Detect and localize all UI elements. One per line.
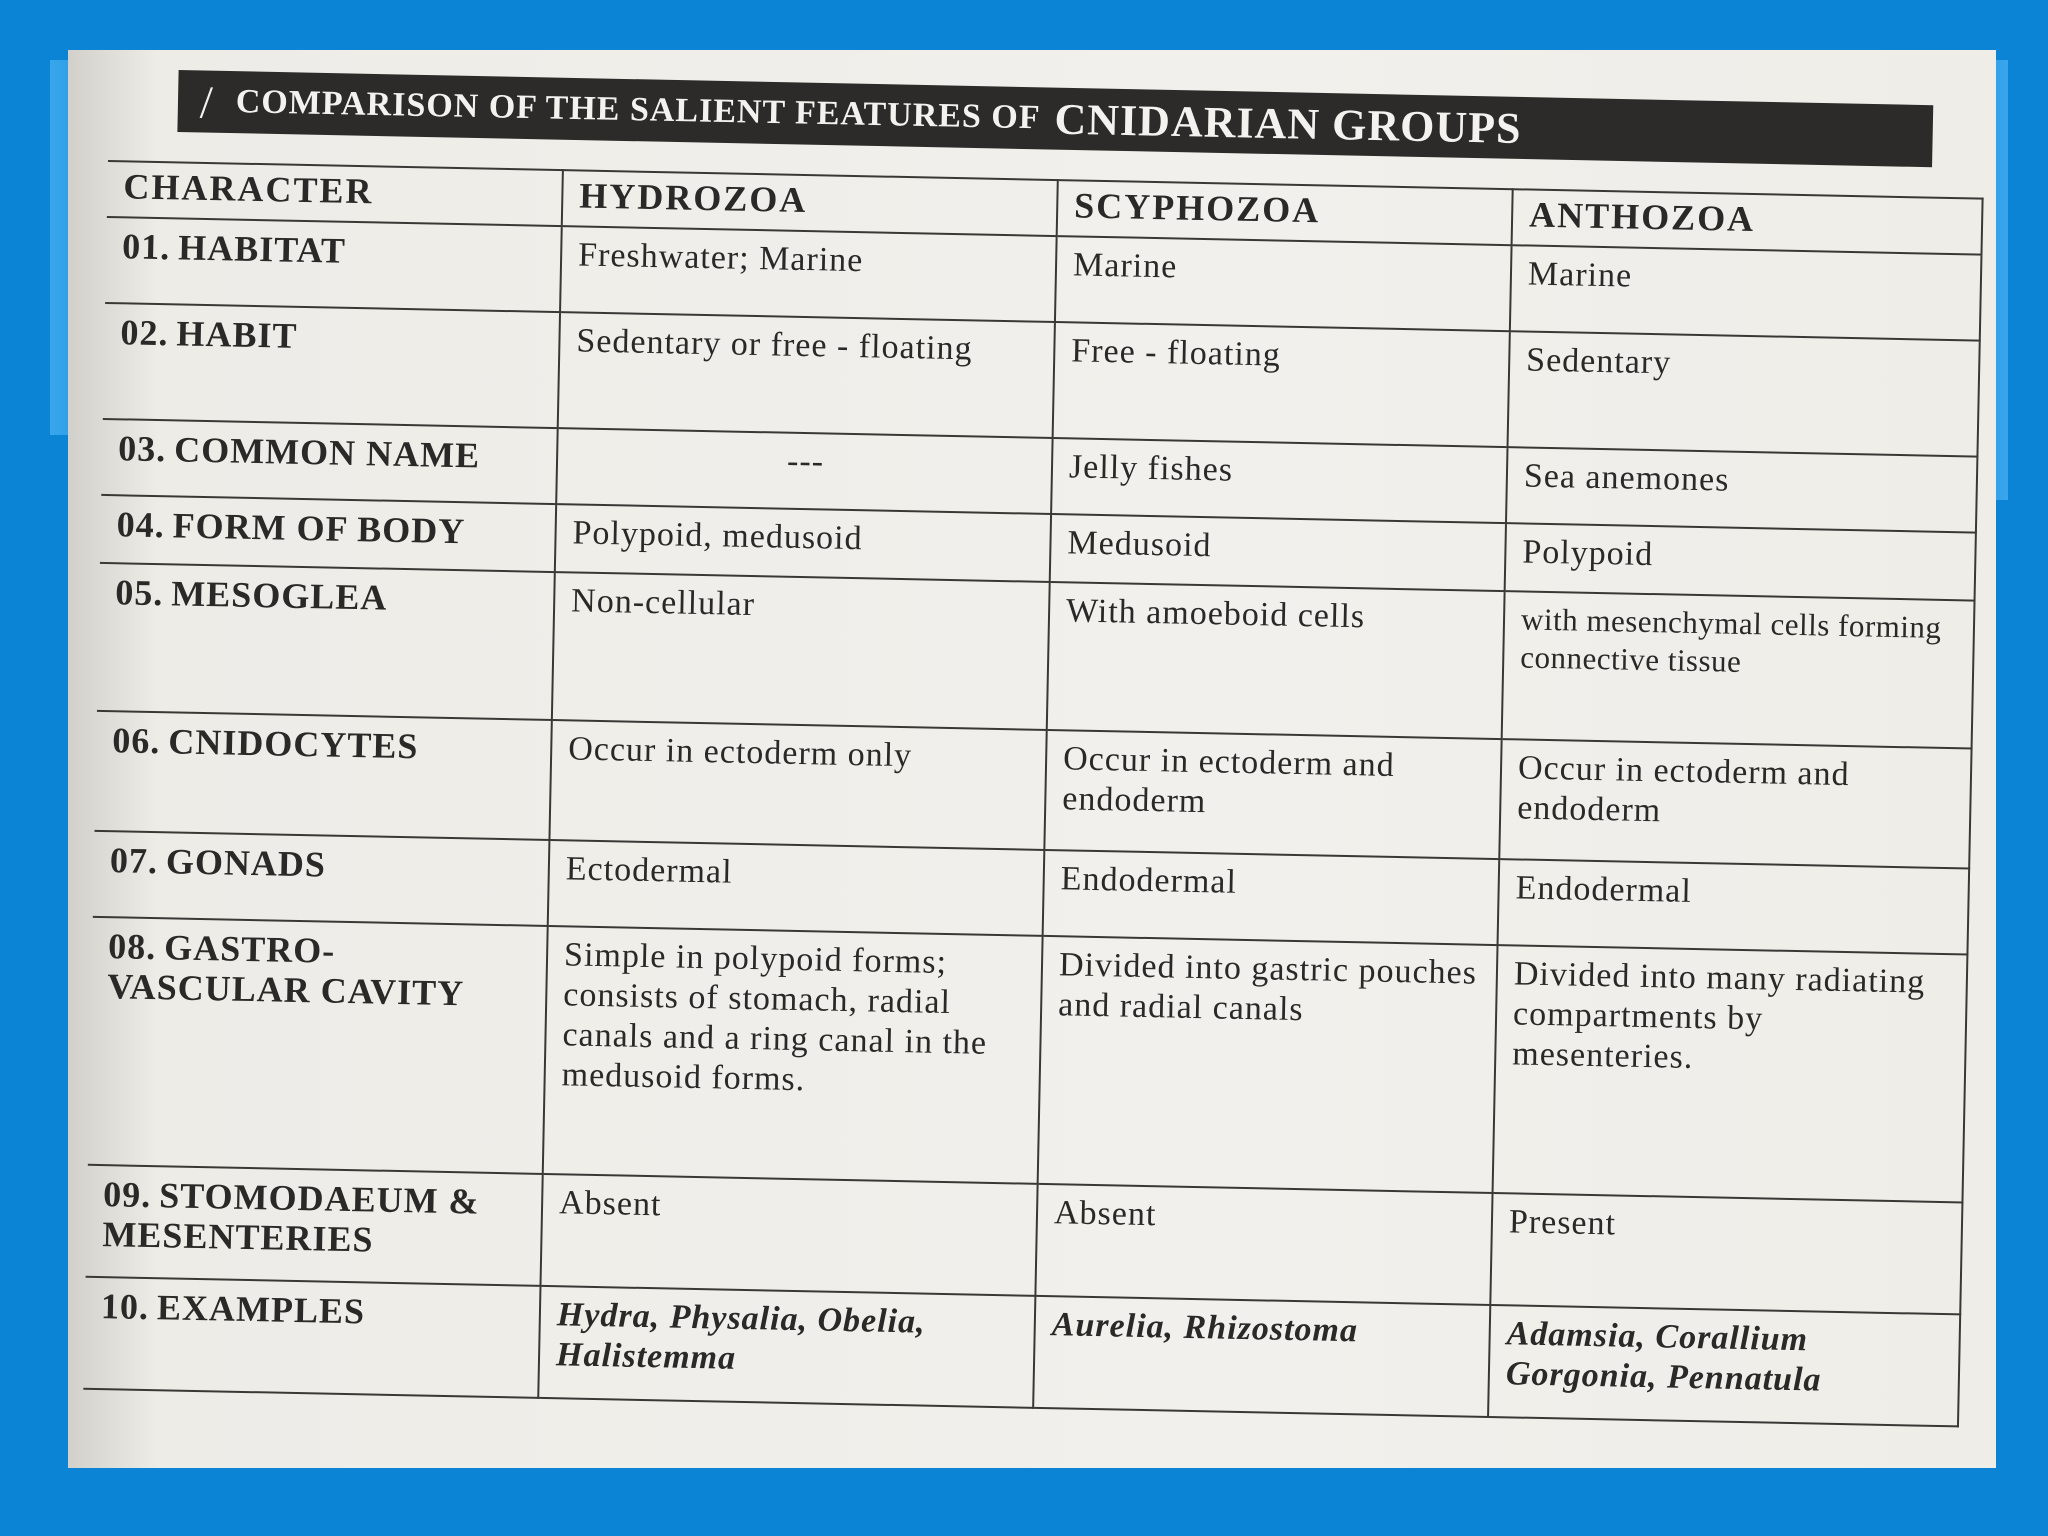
row-number: 05. — [114, 572, 164, 614]
cell-hydrozoa: Non-cellular — [552, 572, 1050, 730]
cell-anthozoa: Endodermal — [1498, 859, 1970, 954]
row-character — [88, 917, 548, 1174]
cell-scyphozoa: Absent — [1035, 1184, 1492, 1305]
row-character-label: HABIT — [176, 313, 298, 356]
row-character — [103, 303, 560, 428]
row-character — [101, 419, 557, 504]
row-character — [95, 711, 552, 840]
row-number: 08. — [107, 926, 157, 968]
row-number: 04. — [116, 504, 166, 546]
header-character: CHARACTER — [107, 161, 563, 226]
row-character — [100, 495, 556, 572]
row-number: 03. — [117, 428, 167, 470]
row-character-label: MESOGLEA — [170, 573, 388, 618]
cell-anthozoa: Present — [1490, 1193, 1962, 1314]
row-character-label: HABITAT — [177, 227, 347, 271]
comparison-table — [83, 160, 1983, 1427]
cell-anthozoa: Sea anemones — [1506, 447, 1977, 532]
row-character-label: GASTRO-VASCULAR CAVITY — [107, 927, 465, 1014]
header-anthozoa: ANTHOZOA — [1512, 189, 1983, 254]
cell-hydrozoa: Polypoid, medusoid — [555, 504, 1051, 582]
comparison-table-wrap — [83, 160, 1987, 1427]
banner-title-emphasis: CNIDARIAN GROUPS — [1054, 94, 1523, 153]
cell-anthozoa: Polypoid — [1505, 523, 1976, 600]
cell-anthozoa: Divided into many radiating compartments by mesenteries. — [1493, 945, 1968, 1202]
row-character-label: COMMON NAME — [173, 429, 481, 476]
row-number: 02. — [120, 312, 169, 354]
scanned-page — [68, 50, 1996, 1468]
cell-hydrozoa: Ectodermal — [548, 840, 1045, 936]
cell-scyphozoa: Marine — [1055, 236, 1512, 331]
row-number: 07. — [109, 840, 159, 882]
row-number: 06. — [111, 720, 161, 762]
cell-anthozoa: with mesenchymal cells forming connective tissue — [1502, 591, 1975, 748]
row-character — [93, 831, 550, 926]
table-row — [88, 917, 1968, 1203]
banner-title: COMPARISON OF THE SALIENT FEATURES OF — [235, 83, 1041, 137]
cell-scyphozoa: Divided into gastric pouches and radial canals — [1038, 936, 1498, 1193]
row-character-label: FORM OF BODY — [172, 505, 466, 552]
cell-hydrozoa: --- — [556, 428, 1052, 514]
cell-hydrozoa: Hydra, Physalia, Obelia, Halistemma — [538, 1286, 1035, 1408]
title-banner — [177, 70, 1933, 167]
cell-scyphozoa: Jelly fishes — [1051, 438, 1507, 523]
cell-scyphozoa: With amoeboid cells — [1047, 582, 1505, 739]
header-hydrozoa: HYDROZOA — [562, 170, 1058, 236]
row-character — [86, 1165, 543, 1286]
row-character-label: EXAMPLES — [156, 1287, 366, 1332]
row-character-label: GONADS — [165, 841, 327, 885]
row-character — [105, 217, 562, 312]
cell-scyphozoa: Aurelia, Rhizostoma — [1033, 1296, 1490, 1417]
cell-scyphozoa: Free - floating — [1053, 322, 1510, 447]
row-character-label: CNIDOCYTES — [167, 721, 419, 767]
cell-scyphozoa: Medusoid — [1050, 514, 1506, 591]
row-character-label: STOMODAEUM & MESENTERIES — [102, 1175, 480, 1260]
banner-slash-mark: / — [199, 75, 215, 128]
cell-anthozoa: Occur in ectoderm and endoderm — [1499, 739, 1971, 868]
cell-anthozoa: Sedentary — [1508, 331, 1980, 456]
row-number: 01. — [121, 226, 171, 268]
cell-hydrozoa: Sedentary or free - floating — [558, 312, 1055, 438]
cell-hydrozoa: Freshwater; Marine — [560, 226, 1057, 322]
row-number: 09. — [102, 1174, 152, 1216]
cell-anthozoa: Adamsia, Corallium Gorgonia, Pennatula — [1488, 1305, 1960, 1426]
cell-scyphozoa: Occur in ectoderm and endoderm — [1044, 730, 1501, 859]
cell-hydrozoa: Absent — [540, 1174, 1037, 1296]
row-number: 10. — [100, 1286, 150, 1328]
row-character — [83, 1277, 540, 1398]
header-scyphozoa: SCYPHOZOA — [1057, 180, 1513, 245]
cell-hydrozoa: Occur in ectoderm only — [549, 720, 1046, 850]
row-character — [97, 563, 555, 720]
cell-hydrozoa: Simple in polypoid forms; consists of stomach, radial canals and a ring canal in the medusoid forms. — [543, 926, 1043, 1184]
cell-scyphozoa: Endodermal — [1043, 850, 1500, 945]
cell-anthozoa: Marine — [1510, 245, 1982, 340]
